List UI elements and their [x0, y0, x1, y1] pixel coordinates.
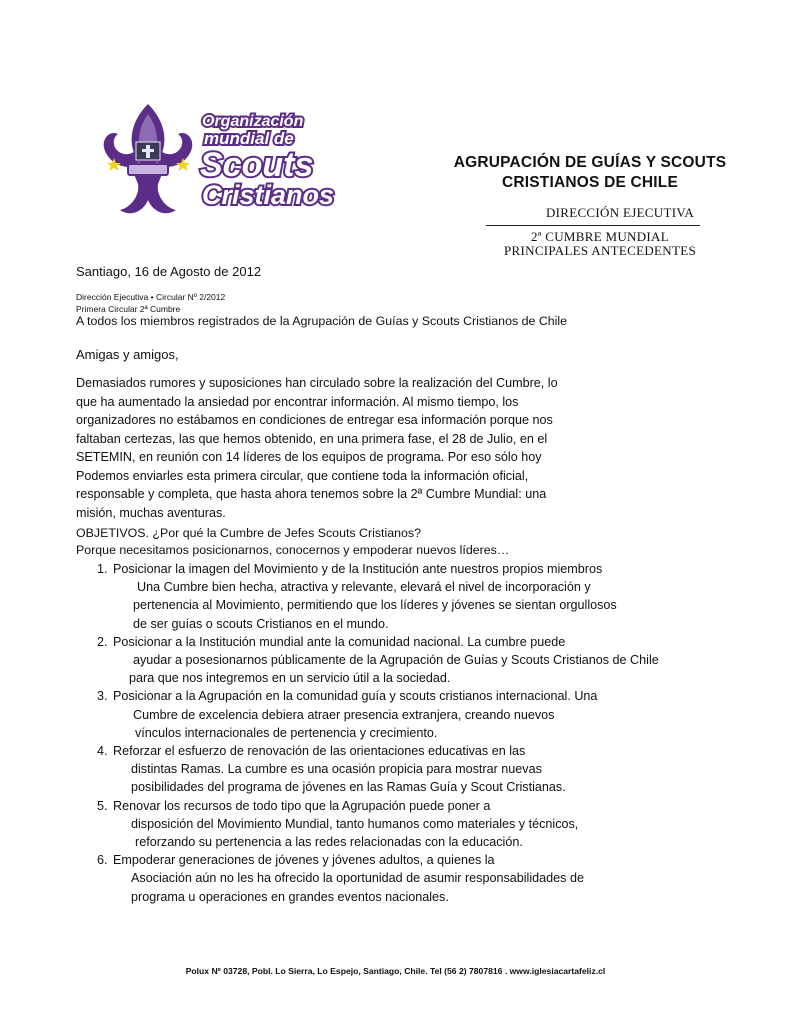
objective-item	[97, 560, 717, 633]
objective-line: ayudar a posesionarnos públicamente de la Agrupación de Guías y Scouts Cristianos de Chile	[133, 653, 659, 668]
objective-item	[97, 797, 717, 852]
objective-line: Posicionar a la Agrupación en la comunidad guía y scouts cristianos internacional. Una	[113, 689, 598, 704]
objective-line: para que nos integremos en un servicio útil a la sociedad.	[129, 671, 451, 686]
objectives-list	[97, 560, 717, 906]
objective-line: vínculos internacionales de pertenencia y crecimiento.	[135, 725, 438, 740]
objective-number: 6.	[97, 853, 108, 868]
objective-line: distintas Ramas. La cumbre es una ocasión propicia para mostrar nuevas	[131, 762, 542, 777]
organization-name-line1: AGRUPACIÓN DE GUÍAS Y SCOUTS	[453, 154, 727, 171]
document-title-line1: 2ª CUMBRE MUNDIAL	[531, 229, 669, 244]
header-divider	[486, 225, 700, 226]
objective-line: Una Cumbre bien hecha, atractiva y relevante, elevará el nivel de incorporación y	[137, 580, 591, 595]
svg-text:Cristianos: Cristianos	[202, 180, 335, 210]
svg-text:Organización: Organización	[202, 113, 304, 130]
objective-line: Renovar los recursos de todo tipo que la Agrupación puede poner a	[113, 798, 491, 813]
objective-line: pertenencia al Movimiento, permitiendo que los líderes y jóvenes se sientan orgullosos	[133, 598, 617, 613]
addressee-line: A todos los miembros registrados de la Agrupación de Guías y Scouts Cristianos de Chile	[76, 314, 568, 328]
objective-line: Cumbre de excelencia debiera atraer presencia extranjera, creando nuevos	[133, 707, 555, 722]
svg-text:Scouts: Scouts	[200, 146, 314, 184]
intro-paragraph	[76, 374, 558, 522]
objective-line: Reforzar el esfuerzo de renovación de las orientaciones educativas en las	[113, 744, 526, 759]
objectives-subheading: Porque necesitamos posicionarnos, conocernos y empoderar nuevos líderes…	[76, 543, 510, 557]
objective-line: programa u operaciones en grandes eventos nacionales.	[131, 889, 449, 904]
intro-line: misión, muchas aventuras.	[76, 505, 226, 520]
objective-line: Asociación aún no les ha ofrecido la oportunidad de asumir responsabilidades de	[131, 871, 584, 886]
objective-number: 1.	[97, 562, 108, 576]
intro-line: SETEMIN, en reunión con 14 líderes de los equipos de programa. Por eso sólo hoy	[76, 450, 542, 464]
objective-line: Posicionar a la Institución mundial ante la comunidad nacional. La cumbre puede	[113, 634, 566, 649]
document-title-line2: PRINCIPALES ANTECEDENTES	[504, 243, 696, 258]
date-line: Santiago, 16 de Agosto de 2012	[76, 264, 262, 279]
objective-line: Posicionar la imagen del Movimiento y de la Institución ante nuestros propios miembros	[113, 562, 603, 576]
objective-number: 4.	[97, 744, 108, 759]
objective-line: Empoderar generaciones de jóvenes y jóvenes adultos, a quienes la	[113, 853, 495, 868]
objective-line: de ser guías o scouts Cristianos en el mundo.	[133, 616, 389, 631]
objective-line: disposición del Movimiento Mundial, tanto humanos como materiales y técnicos,	[131, 816, 579, 831]
objective-line: posibilidades del programa de jóvenes en las Ramas Guía y Scout Cristianas.	[131, 780, 566, 795]
organization-logo	[100, 100, 335, 225]
intro-line: Demasiados rumores y suposiciones han circulado sobre la realización del Cumbre, lo	[76, 376, 558, 390]
circular-reference: Dirección Ejecutiva • Circular Nº 2/2012	[76, 292, 226, 302]
objective-line: reforzando su pertenencia a las redes relacionadas con la educación.	[135, 835, 523, 850]
greeting: Amigas y amigos,	[76, 347, 179, 362]
organization-name-line2: CRISTIANOS DE CHILE	[501, 174, 679, 191]
svg-text:mundial de: mundial de	[204, 129, 294, 148]
intro-line: Podemos enviarles esta primera circular, que contiene toda la información oficial,	[76, 468, 529, 483]
objective-item	[97, 851, 717, 906]
objectives-heading: OBJETIVOS. ¿Por qué la Cumbre de Jefes Scouts Cristianos?	[76, 526, 422, 540]
intro-line: que ha aumentado la ansiedad por encontrar información. Al mismo tiempo, los	[76, 394, 519, 409]
objective-number: 5.	[97, 798, 108, 813]
fleur-de-lis-icon	[100, 100, 335, 225]
objective-number: 2.	[97, 634, 108, 649]
objective-item	[97, 687, 717, 742]
intro-line: responsable y completa, que hasta ahora tenemos sobre la 2ª Cumbre Mundial: una	[76, 487, 547, 501]
objective-item	[97, 633, 717, 688]
footer-address: Polux Nº 03728, Pobl. Lo Sierra, Lo Espejo, Santiago, Chile. Tel (56 2) 7807816 . www.iglesiacartafeliz.cl	[185, 966, 606, 976]
objective-number: 3.	[97, 689, 108, 704]
intro-line: faltaban certezas, las que hemos obtenido, en una primera fase, el 28 de Julio, en el	[76, 431, 548, 446]
intro-line: organizadores no estábamos en condiciones de entregar esa información porque nos	[76, 413, 553, 427]
objective-item	[97, 742, 717, 797]
circular-subtitle: Primera Circular 2ª Cumbre	[76, 304, 181, 314]
department-label: DIRECCIÓN EJECUTIVA	[545, 205, 695, 220]
